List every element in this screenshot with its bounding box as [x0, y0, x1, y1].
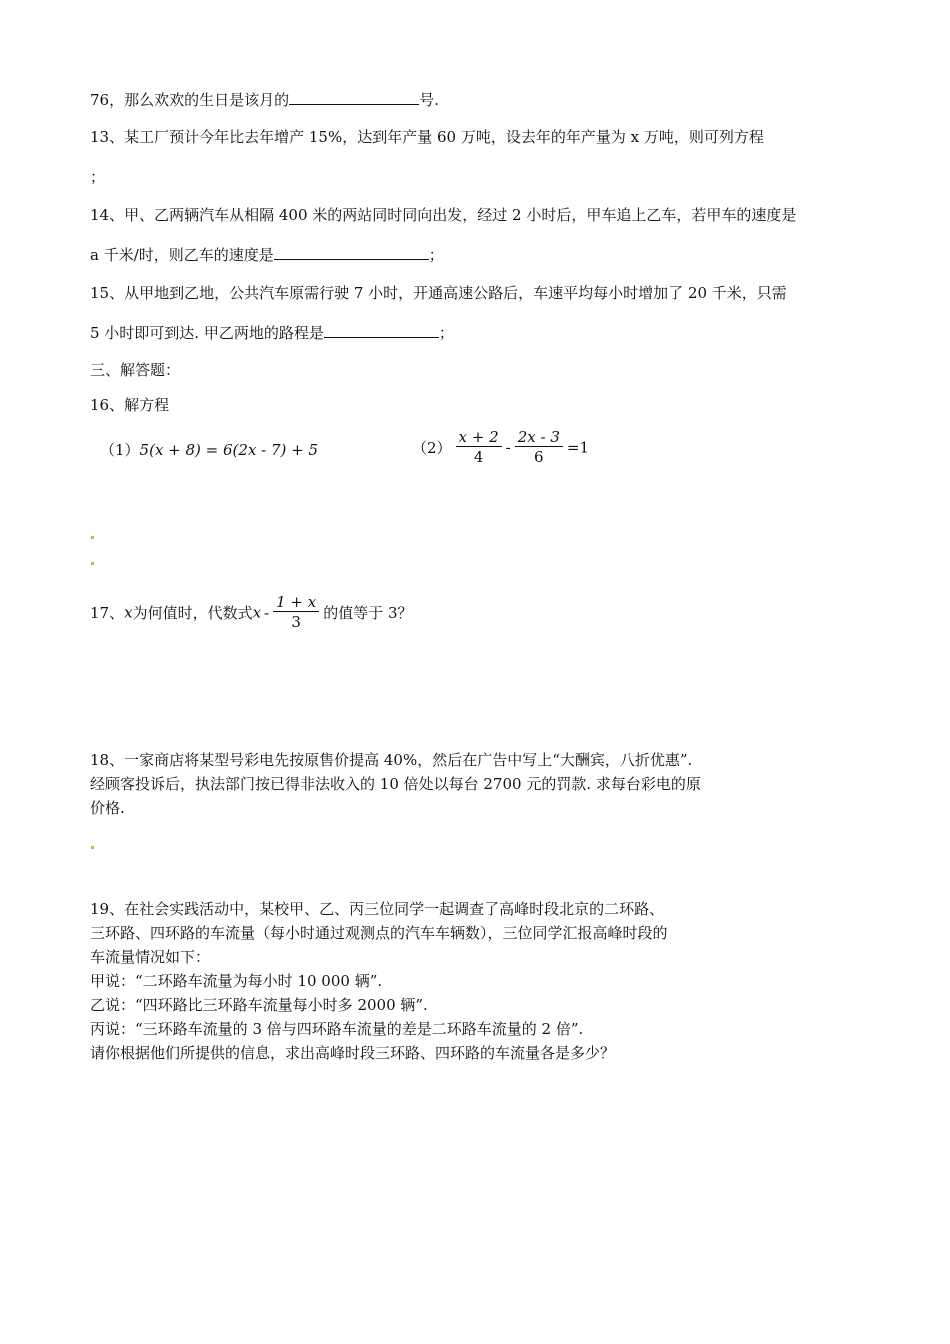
q17-fraction-numerator: 1 + x	[273, 593, 319, 612]
q16-fraction-1-numerator: x + 2	[456, 428, 502, 447]
q17-fraction	[273, 593, 319, 632]
q18-line1: 18、一家商店将某型号彩电先按原售价提高 40%，然后在广告中写上“大酬宾，八折优惠”.	[90, 751, 693, 769]
q16-part1-label: （1）	[100, 441, 140, 459]
q15-suffix: ；	[438, 324, 454, 342]
q16-title: 16、解方程	[90, 396, 170, 414]
q15-text: 5 小时即可到达. 甲乙两地的路程是	[90, 324, 324, 342]
q14-suffix: ；	[428, 246, 444, 264]
q19-line7: 请你根据他们所提供的信息，求出高峰时段三环路、四环路的车流量各是多少？	[90, 1044, 616, 1062]
speck-mark	[91, 536, 94, 539]
q17-prefix: 17、	[90, 604, 125, 622]
q16-minus: -	[505, 438, 511, 457]
speck-mark	[91, 846, 94, 849]
q16-fraction-1-denominator: 4	[473, 448, 484, 466]
section-3-heading: 三、解答题：	[90, 361, 181, 379]
q19-line6: 丙说：“三环路车流量的 3 倍与四环路车流量的差是二环路车流量的 2 倍”.	[90, 1020, 584, 1038]
q19-line1: 19、在社会实践活动中，某校甲、乙、丙三位同学一起调查了高峰时段北京的二环路、	[90, 900, 665, 918]
q15-line1: 15、从甲地到乙地，公共汽车原需行驶 7 小时，开通高速公路后，车速平均每小时增加了 20 千米，只需	[90, 284, 787, 302]
question-12-tail	[90, 90, 439, 110]
q17-suffix: 的值等于 3？	[323, 604, 413, 622]
q16-part1-equation: 5(x + 8) = 6(2x - 7) + 5	[139, 441, 319, 459]
q16-fraction-2	[515, 428, 563, 467]
q17-expr-minus: -	[264, 603, 270, 622]
q16-fraction-2-numerator: 2x - 3	[515, 428, 563, 447]
q14-line1: 14、甲、乙两辆汽车从相隔 400 米的两站同时同向出发，经过 2 小时后，甲车追上乙车，若甲车的速度是	[90, 206, 797, 224]
q17	[90, 593, 413, 632]
q15-answer-blank[interactable]	[324, 323, 439, 338]
q12-suffix: 号.	[419, 91, 439, 109]
q17-variable: x	[124, 603, 133, 622]
q17-expr-var: x	[252, 603, 262, 622]
q13-line2: ；	[90, 168, 106, 186]
q14-text: a 千米/时，则乙车的速度是	[90, 246, 274, 264]
q13-line1: 13、某工厂预计今年比去年增产 15%，达到年产量 60 万吨，设去年的年产量为 x 万吨，则可列方程	[90, 128, 764, 146]
q19-line5: 乙说：“四环路比三环路车流量每小时多 2000 辆”.	[90, 996, 428, 1014]
q16-part2-label: （2）	[412, 439, 452, 457]
q18-line3: 价格.	[90, 799, 125, 817]
q17-mid: 为何值时，代数式	[132, 604, 253, 622]
q12-answer-blank[interactable]	[289, 90, 419, 105]
q16-rhs: =1	[566, 438, 590, 457]
q19-line2: 三环路、四环路的车流量（每小时通过观测点的汽车车辆数），三位同学汇报高峰时段的	[90, 924, 668, 942]
q16-fraction-1	[456, 428, 502, 467]
q14-line2	[90, 245, 444, 265]
q19-line3: 车流量情况如下：	[90, 948, 211, 966]
q19-line4: 甲说：“二环路车流量为每小时 10 000 辆”.	[90, 972, 383, 990]
q18-line2: 经顾客投诉后，执法部门按已得非法收入的 10 倍处以每台 2700 元的罚款. 求每台彩电的原	[90, 775, 701, 793]
q16-part1	[100, 440, 318, 460]
speck-mark	[91, 562, 94, 565]
q16-part2	[412, 428, 589, 467]
q17-fraction-denominator: 3	[291, 613, 301, 631]
q12-text: 76，那么欢欢的生日是该月的	[90, 91, 290, 109]
q15-line2	[90, 323, 454, 343]
q14-answer-blank[interactable]	[274, 245, 429, 260]
q16-fraction-2-denominator: 6	[534, 448, 544, 466]
